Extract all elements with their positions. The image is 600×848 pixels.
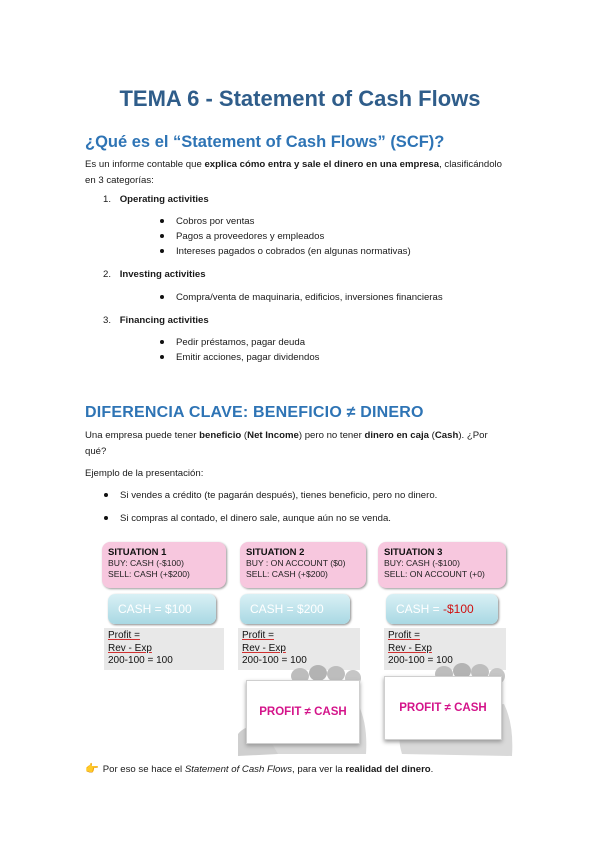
situation-1-box: [102, 542, 226, 588]
situation-line: SELL: ON ACCOUNT (+0): [384, 569, 485, 579]
section-heading-difference: DIFERENCIA CLAVE: BENEFICIO ≠ DINERO: [85, 404, 424, 421]
section-heading-scf: ¿Qué es el “Statement of Cash Flows” (SCF)?: [85, 133, 445, 151]
cash-label: CASH =: [396, 602, 444, 616]
difference-paragraph: [85, 428, 525, 460]
bullet-text: Si vendes a crédito (te pagarán después), tienes beneficio, pero no dinero.: [120, 490, 438, 501]
list-item-financing: [103, 313, 209, 329]
list-item-investing: [103, 267, 206, 283]
bullet-item: [104, 488, 437, 504]
profit-line: 200-100 = 100: [108, 655, 173, 666]
situation-line: SELL: CASH (+$200): [246, 569, 328, 579]
bullet-item: [160, 229, 324, 245]
list-number: 1.: [103, 194, 112, 205]
pointing-hand-icon: 👉: [85, 763, 99, 775]
bullet-icon: [160, 249, 164, 253]
bullet-icon: [160, 355, 164, 359]
situation-2-box: [240, 542, 366, 588]
cash-value-negative: -$100: [443, 602, 474, 616]
bullet-icon: [104, 493, 108, 497]
text: ). ¿Por: [458, 430, 488, 441]
list-number: 2.: [103, 269, 112, 280]
text-bold: Net Income: [247, 430, 299, 441]
intro-bold: explica cómo entra y sale el dinero en una empresa: [204, 159, 440, 170]
intro-text-line2: en 3 categorías:: [85, 175, 154, 186]
text: (: [428, 430, 435, 441]
profit-line: Rev - Exp: [388, 642, 432, 654]
bullet-text: Pagos a proveedores y empleados: [176, 231, 325, 242]
situation-title: SITUATION 3: [384, 547, 443, 558]
situation-3-box: [378, 542, 506, 588]
cash-box-1: [108, 594, 216, 624]
intro-text-end: , clasificándolo: [439, 159, 503, 170]
situation-title: SITUATION 1: [108, 547, 167, 558]
bullet-item: [160, 214, 254, 230]
bullet-text: Intereses pagados o cobrados (en algunas normativas): [176, 246, 411, 257]
situation-line: BUY: CASH (-$100): [108, 558, 184, 568]
intro-text: Es un informe contable que: [85, 159, 205, 170]
list-item-operating: [103, 192, 209, 208]
situation-line: BUY: CASH (-$100): [384, 558, 460, 568]
example-intro: Ejemplo de la presentación:: [85, 468, 204, 479]
list-number: 3.: [103, 315, 112, 326]
profit-line: 200-100 = 100: [388, 655, 453, 666]
bullet-item: [104, 511, 391, 527]
profit-not-cash-card-1: PROFIT ≠ CASH: [246, 680, 360, 744]
cash-label: CASH =: [118, 602, 166, 616]
text-bold: beneficio: [199, 430, 242, 441]
text: , para ver la: [292, 764, 346, 775]
text-bold: dinero en caja: [364, 430, 429, 441]
cash-box-3: [386, 594, 498, 624]
profit-not-cash-card-2: PROFIT ≠ CASH: [384, 676, 502, 740]
bullet-text: Cobros por ventas: [176, 216, 255, 227]
bullet-text: Pedir préstamos, pagar deuda: [176, 337, 306, 348]
text-italic: Statement of Cash Flows: [184, 764, 293, 775]
bullet-text: Compra/venta de maquinaria, edificios, inversiones financieras: [176, 292, 443, 303]
bullet-item: [160, 350, 319, 366]
text: Por eso se hace el: [102, 764, 185, 775]
bullet-item: [160, 244, 411, 260]
cash-value: $200: [297, 602, 324, 616]
text: .: [430, 764, 434, 775]
cash-label: CASH =: [250, 602, 298, 616]
profit-line: Rev - Exp: [242, 642, 286, 654]
profit-line: Profit =: [388, 630, 420, 641]
text-bold: realidad del dinero: [345, 764, 431, 775]
profit-line: Profit =: [108, 630, 140, 641]
bullet-text: Si compras al contado, el dinero sale, aunque aún no se venda.: [120, 513, 391, 524]
bullet-icon: [160, 340, 164, 344]
profit-line: Profit =: [242, 630, 274, 641]
intro-paragraph: [85, 157, 525, 189]
profit-line: 200-100 = 100: [242, 655, 307, 666]
profit-line: Rev - Exp: [108, 642, 152, 654]
bullet-icon: [160, 234, 164, 238]
list-label: Financing activities: [119, 315, 209, 326]
page-title: TEMA 6 - Statement of Cash Flows: [119, 86, 481, 111]
cash-box-2: [240, 594, 350, 624]
bullet-text: Emitir acciones, pagar dividendos: [176, 352, 320, 363]
cash-value: $100: [165, 602, 192, 616]
profit-box-1: [104, 628, 224, 670]
text-bold: Cash: [434, 430, 459, 441]
list-label: Investing activities: [119, 269, 206, 280]
bullet-icon: [160, 295, 164, 299]
bullet-icon: [160, 219, 164, 223]
bullet-item: [160, 335, 305, 351]
bullet-icon: [104, 516, 108, 520]
text: qué?: [85, 446, 107, 457]
situation-line: SELL: CASH (+$200): [108, 569, 190, 579]
situation-title: SITUATION 2: [246, 547, 305, 558]
text: Una empresa puede tener: [85, 430, 200, 441]
text: (: [241, 430, 248, 441]
list-label: Operating activities: [119, 194, 209, 205]
text: ) pero no tener: [298, 430, 365, 441]
situation-line: BUY : ON ACCOUNT ($0): [246, 558, 346, 568]
bullet-item: [160, 290, 443, 306]
footer-paragraph: [85, 761, 433, 778]
